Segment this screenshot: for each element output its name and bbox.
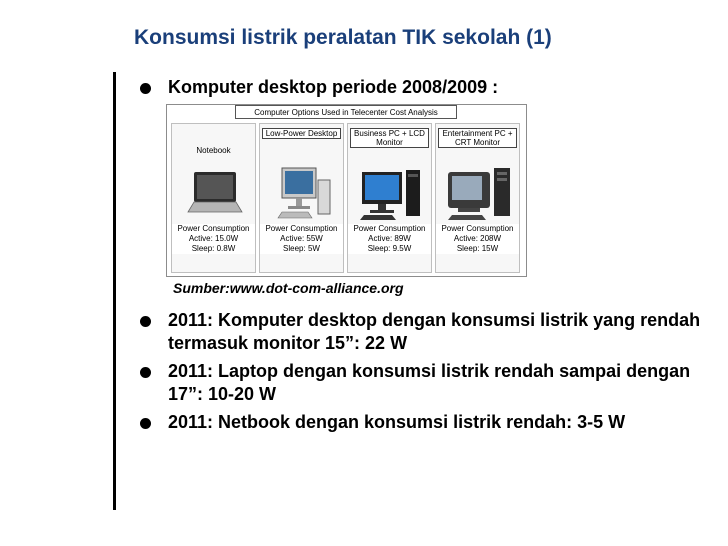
computer-options-figure <box>166 104 527 277</box>
desktop-tower-icon <box>356 166 426 224</box>
bullet-dot <box>140 316 151 327</box>
source-caption: Sumber:www.dot-com-alliance.org <box>173 280 404 296</box>
power-label: Power Consumption <box>353 224 426 233</box>
bullet-desktop-2008: Komputer desktop periode 2008/2009 : <box>168 77 499 97</box>
active-power: Active: 89W <box>368 234 411 243</box>
panel-business-pc <box>347 123 432 273</box>
panel-notebook <box>171 123 256 273</box>
sleep-power: Sleep: 15W <box>456 244 499 253</box>
panel-title: Entertainment PC + CRT Monitor <box>438 128 517 148</box>
bullet-netbook-2011: 2011: Netbook dengan konsumsi listrik rendah: 3-5 W <box>168 412 626 432</box>
sleep-power: Sleep: 9.5W <box>367 244 412 253</box>
figure-caption: Computer Options Used in Telecenter Cost Analysis <box>235 105 457 119</box>
bullet-dot <box>140 83 151 94</box>
panel-title: Low-Power Desktop <box>262 128 341 139</box>
panel-power <box>436 224 519 254</box>
left-vertical-rule <box>113 72 116 510</box>
sleep-power: Sleep: 5W <box>283 244 320 253</box>
panel-title: Business PC + LCD Monitor <box>350 128 429 148</box>
laptop-icon <box>180 166 250 224</box>
desktop-lcd-icon <box>268 166 338 224</box>
slide-title: Konsumsi listrik peralatan TIK sekolah (1) <box>134 26 552 49</box>
bullet-desktop-2011: 2011: Komputer desktop dengan konsumsi listrik yang rendah termasuk monitor 15”: 22 W <box>168 310 701 353</box>
bullet-laptop-2011: 2011: Laptop dengan konsumsi listrik rendah sampai dengan 17”: 10-20 W <box>168 361 691 404</box>
power-label: Power Consumption <box>177 224 250 233</box>
panel-power <box>348 224 431 254</box>
panel-title: Notebook <box>196 146 231 155</box>
active-power: Active: 208W <box>453 234 502 243</box>
active-power: Active: 55W <box>280 234 323 243</box>
bullet-dot <box>140 367 151 378</box>
panel-power <box>260 224 343 254</box>
active-power: Active: 15.0W <box>188 234 239 243</box>
panel-entertainment-pc <box>435 123 520 273</box>
crt-pc-icon <box>444 166 514 224</box>
power-label: Power Consumption <box>265 224 338 233</box>
sleep-power: Sleep: 0.8W <box>191 244 236 253</box>
panel-low-power-desktop <box>259 123 344 273</box>
power-label: Power Consumption <box>441 224 514 233</box>
bullet-dot <box>140 418 151 429</box>
panel-power <box>172 224 255 254</box>
